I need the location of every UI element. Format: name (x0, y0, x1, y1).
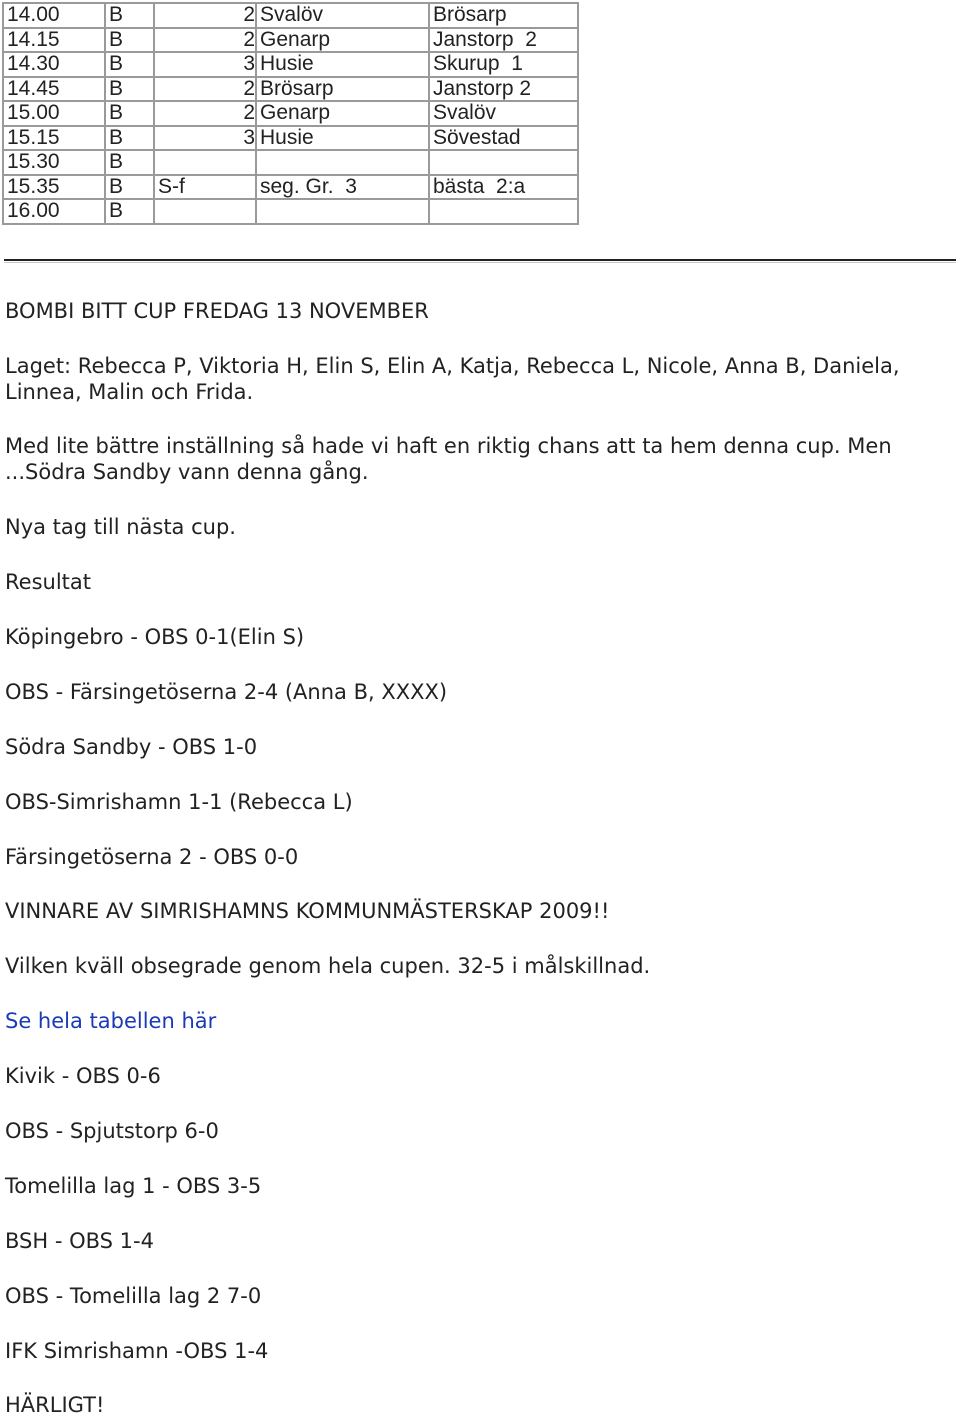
cell-home-team: Genarp (256, 101, 429, 126)
cell-time: 15.35 (3, 175, 105, 200)
section-divider-shadow (4, 262, 956, 263)
cell-away-team: Janstorp 2 (429, 77, 578, 102)
cell-away-team: Janstorp 2 (429, 28, 578, 53)
cell-round: 3 (154, 52, 256, 77)
schedule-row (3, 28, 578, 53)
cell-time: 15.00 (3, 101, 105, 126)
result-line: OBS - Tomelilla lag 2 7-0 (5, 1284, 262, 1308)
cell-away-team: bästa 2:a (429, 175, 578, 200)
next-cup-text: Nya tag till nästa cup. (5, 515, 236, 539)
match-schedule-body (3, 3, 578, 224)
cell-class: B (105, 150, 154, 175)
cell-class: B (105, 175, 154, 200)
result-line: OBS - Spjutstorp 6-0 (5, 1119, 219, 1143)
cell-class: B (105, 126, 154, 151)
result-line: Kivik - OBS 0-6 (5, 1064, 161, 1088)
cell-class: B (105, 52, 154, 77)
cell-class: B (105, 77, 154, 102)
cell-time: 14.15 (3, 28, 105, 53)
result-line: Köpingebro - OBS 0-1(Elin S) (5, 625, 305, 649)
cell-away-team: Brösarp (429, 3, 578, 28)
cell-time: 14.00 (3, 3, 105, 28)
result-line: OBS - Färsingetöserna 2-4 (Anna B, XXXX) (5, 680, 448, 704)
cell-home-team (256, 199, 429, 224)
comment-line-1: Med lite bättre inställning så hade vi haft en riktig chans att ta hem denna cup. Men (5, 434, 892, 458)
cell-away-team (429, 150, 578, 175)
result-line: BSH - OBS 1-4 (5, 1229, 154, 1253)
cell-time: 16.00 (3, 199, 105, 224)
cell-home-team: Genarp (256, 28, 429, 53)
schedule-row (3, 52, 578, 77)
cell-time: 14.30 (3, 52, 105, 77)
results-heading: Resultat (5, 570, 91, 594)
cell-away-team: Skurup 1 (429, 52, 578, 77)
cell-home-team (256, 150, 429, 175)
cell-home-team: Husie (256, 126, 429, 151)
cell-home-team: Brösarp (256, 77, 429, 102)
cell-time: 15.30 (3, 150, 105, 175)
result-line: Färsingetöserna 2 - OBS 0-0 (5, 845, 299, 869)
winner-announcement: VINNARE AV SIMRISHAMNS KOMMUNMÄSTERSKAP 2009!! (5, 899, 610, 923)
cell-time: 15.15 (3, 126, 105, 151)
result-line: OBS-Simrishamn 1-1 (Rebecca L) (5, 790, 353, 814)
schedule-row (3, 175, 578, 200)
cell-away-team (429, 199, 578, 224)
result-line: IFK Simrishamn -OBS 1-4 (5, 1339, 269, 1363)
closing-text: HÄRLIGT! (5, 1393, 105, 1417)
cell-round: 2 (154, 28, 256, 53)
cell-away-team: Svalöv (429, 101, 578, 126)
summary-text: Vilken kväll obsegrade genom hela cupen. 32-5 i målskillnad. (5, 954, 651, 978)
cell-round: 3 (154, 126, 256, 151)
schedule-row (3, 199, 578, 224)
cell-round (154, 199, 256, 224)
cell-away-team: Sövestad (429, 126, 578, 151)
match-schedule-table (2, 2, 579, 225)
team-line-2: Linnea, Malin och Frida. (5, 380, 254, 404)
schedule-row (3, 3, 578, 28)
cell-round: 2 (154, 3, 256, 28)
schedule-row (3, 77, 578, 102)
cell-round: 2 (154, 77, 256, 102)
section-divider (4, 259, 956, 261)
cell-home-team: Husie (256, 52, 429, 77)
cell-home-team: Svalöv (256, 3, 429, 28)
cell-round (154, 150, 256, 175)
cell-class: B (105, 28, 154, 53)
cell-class: B (105, 3, 154, 28)
result-line: Södra Sandby - OBS 1-0 (5, 735, 258, 759)
schedule-row (3, 126, 578, 151)
cell-time: 14.45 (3, 77, 105, 102)
result-line: Tomelilla lag 1 - OBS 3-5 (5, 1174, 262, 1198)
schedule-row (3, 150, 578, 175)
cell-class: B (105, 101, 154, 126)
comment-line-2: ...Södra Sandby vann denna gång. (5, 460, 369, 484)
cell-class: B (105, 199, 154, 224)
full-table-link[interactable]: Se hela tabellen här (5, 1009, 217, 1033)
team-line-1: Laget: Rebecca P, Viktoria H, Elin S, Elin A, Katja, Rebecca L, Nicole, Anna B, Daniela, (5, 354, 900, 378)
cell-home-team: seg. Gr. 3 (256, 175, 429, 200)
schedule-row (3, 101, 578, 126)
cell-round: 2 (154, 101, 256, 126)
cell-round: S-f (154, 175, 256, 200)
cup-title: BOMBI BITT CUP FREDAG 13 NOVEMBER (5, 299, 429, 323)
